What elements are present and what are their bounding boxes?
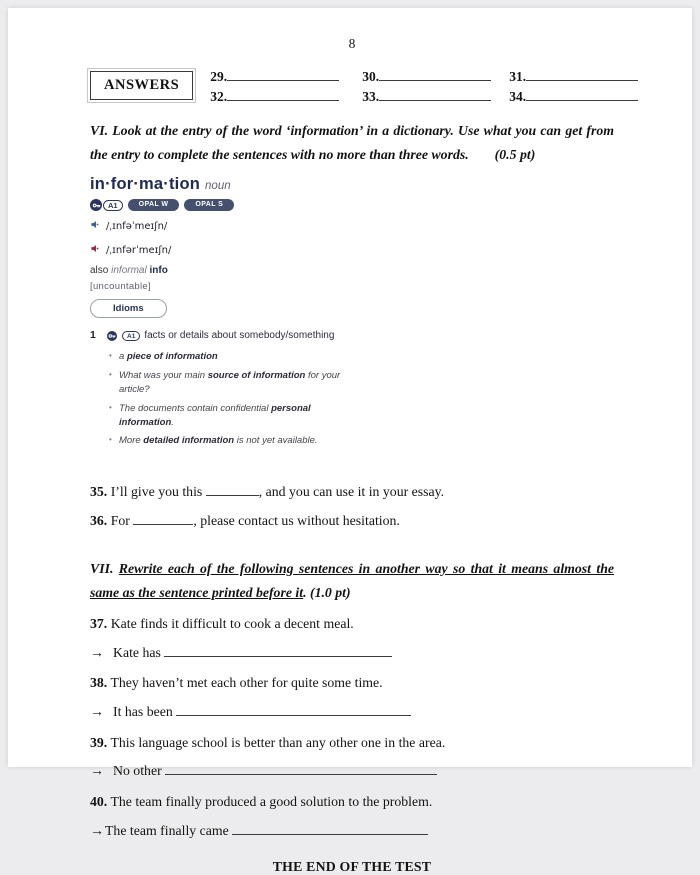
register-label: informal bbox=[111, 265, 147, 277]
idioms-button[interactable]: Idioms bbox=[90, 299, 167, 318]
example-text: The documents contain confidential bbox=[119, 402, 272, 414]
cefr-level-badge: A1 bbox=[122, 331, 140, 341]
page-content bbox=[8, 8, 692, 875]
answer-blank-32 bbox=[210, 88, 362, 105]
page-number: 8 bbox=[348, 36, 356, 51]
answer-number: 34. bbox=[509, 89, 527, 104]
answer-line bbox=[379, 68, 491, 81]
answer-number: 29. bbox=[210, 69, 228, 84]
question-text: For bbox=[107, 512, 134, 528]
question-number: 37. bbox=[90, 616, 108, 632]
section-vi-text: VI. Look at the entry of the word ‘information’ in a dictionary. Use what you can get from the entry to complete the sentences with no more than three words. bbox=[90, 123, 614, 162]
ipa-us: /ˌɪnfərˈmeɪʃn/ bbox=[106, 244, 172, 256]
rewrite-blank bbox=[165, 762, 437, 775]
example-item bbox=[107, 402, 352, 430]
section-vii-points: . (1.0 pt) bbox=[303, 584, 351, 600]
example-bold: detailed information bbox=[143, 435, 235, 447]
speaker-icon-red[interactable] bbox=[90, 241, 101, 259]
example-text: More bbox=[119, 435, 144, 447]
answer-blank-33 bbox=[362, 88, 509, 105]
answer-blank-29 bbox=[210, 68, 362, 85]
answer-line bbox=[227, 68, 339, 81]
answers-box-label: ANSWERS bbox=[90, 71, 193, 100]
question-number: 38. bbox=[90, 675, 108, 691]
question-text: , and you can use it in your essay. bbox=[258, 484, 445, 500]
rewrite-39 bbox=[90, 762, 614, 781]
answer-blank-34 bbox=[509, 88, 659, 105]
variant-word: info bbox=[149, 265, 168, 277]
example-bold: piece of information bbox=[126, 351, 218, 363]
rewrite-prompt: Kate has bbox=[113, 645, 165, 661]
question-number: 40. bbox=[90, 793, 108, 809]
section-vi-points: (0.5 pt) bbox=[494, 146, 536, 162]
dictionary-headword: in·for·ma·tion bbox=[90, 175, 201, 194]
example-text: . bbox=[171, 416, 174, 428]
answer-line bbox=[227, 88, 339, 101]
also-label: also bbox=[90, 265, 109, 277]
question-text: , please contact us without hesitation. bbox=[193, 512, 400, 528]
answer-blank-30 bbox=[362, 68, 509, 85]
oxford-key-level-badge bbox=[90, 199, 123, 211]
question-number: 36. bbox=[90, 512, 108, 528]
pronunciation-us bbox=[90, 241, 390, 259]
rewrite-blank bbox=[232, 822, 428, 835]
opal-s-badge: OPAL S bbox=[184, 199, 234, 211]
fill-in-blank bbox=[206, 483, 259, 496]
pronunciation-uk bbox=[90, 217, 390, 235]
document-page bbox=[8, 8, 692, 874]
arrow-icon: → bbox=[90, 705, 104, 721]
question-35 bbox=[90, 483, 614, 501]
rewrite-prompt: The team finally came bbox=[105, 822, 233, 838]
cefr-level-badge: A1 bbox=[103, 200, 123, 211]
fill-in-blank bbox=[133, 512, 193, 525]
question-36 bbox=[90, 512, 614, 530]
question-40 bbox=[90, 793, 614, 811]
example-text: is not yet available. bbox=[234, 435, 318, 447]
example-item bbox=[107, 434, 352, 448]
rewrite-38 bbox=[90, 703, 614, 722]
sense-1 bbox=[90, 329, 390, 453]
ipa-uk: /ˌɪnfəˈmeɪʃn/ bbox=[106, 220, 168, 232]
section-vii-heading bbox=[90, 557, 614, 604]
grammar-label: [uncountable] bbox=[90, 281, 151, 293]
example-text: What was your main bbox=[119, 370, 208, 382]
question-text: This language school is better than any other one in the area. bbox=[107, 734, 446, 750]
answers-section bbox=[90, 68, 614, 105]
rewrite-37 bbox=[90, 644, 614, 663]
answer-line bbox=[526, 68, 638, 81]
also-informal-line bbox=[90, 265, 390, 276]
question-number: 35. bbox=[90, 484, 108, 500]
end-of-test-label: THE END OF THE TEST bbox=[272, 858, 432, 874]
key-icon bbox=[107, 331, 117, 341]
opal-w-badge: OPAL W bbox=[128, 199, 180, 211]
question-text: I’ll give you this bbox=[107, 484, 206, 500]
answer-number: 30. bbox=[362, 69, 380, 84]
definition-text: facts or details about somebody/something bbox=[144, 330, 335, 342]
arrow-icon: → bbox=[90, 646, 104, 662]
question-39 bbox=[90, 734, 614, 752]
question-38 bbox=[90, 674, 614, 692]
answer-line bbox=[379, 88, 491, 101]
question-text: Kate finds it difficult to cook a decent meal. bbox=[107, 616, 354, 632]
dictionary-badges bbox=[90, 199, 390, 211]
section-vii-number: VII. bbox=[90, 560, 119, 576]
rewrite-prompt: It has been bbox=[113, 704, 177, 720]
section-vii-questions bbox=[90, 615, 614, 840]
sense-body bbox=[107, 329, 390, 453]
part-of-speech: noun bbox=[205, 180, 231, 193]
question-number: 39. bbox=[90, 734, 108, 750]
rewrite-blank bbox=[164, 644, 392, 657]
question-37 bbox=[90, 615, 614, 633]
rewrite-blank bbox=[176, 703, 411, 716]
answer-blank-31 bbox=[509, 68, 659, 85]
sense-number: 1 bbox=[90, 329, 96, 342]
section-vi-questions bbox=[90, 483, 614, 530]
question-text: They haven’t met each other for quite some time. bbox=[107, 675, 383, 691]
example-list bbox=[107, 350, 390, 448]
sense-definition-line bbox=[107, 329, 390, 343]
arrow-icon: → bbox=[90, 764, 104, 780]
example-bold: personal information bbox=[119, 402, 311, 428]
answer-number: 33. bbox=[362, 89, 380, 104]
example-item bbox=[107, 350, 352, 364]
section-vii-text: Rewrite each of the following sentences in another way so that it means almost the same as the sentence printed before it bbox=[90, 560, 614, 600]
key-icon bbox=[90, 199, 102, 211]
answer-number: 31. bbox=[509, 69, 527, 84]
speaker-icon-blue[interactable] bbox=[90, 217, 101, 235]
answer-number: 32. bbox=[210, 89, 228, 104]
section-vi-heading bbox=[90, 119, 614, 166]
answer-line bbox=[526, 88, 638, 101]
example-text: for your article? bbox=[119, 370, 341, 395]
answers-grid bbox=[210, 68, 659, 105]
dictionary-entry bbox=[90, 175, 390, 453]
question-text: The team finally produced a good solution to the problem. bbox=[107, 793, 433, 809]
rewrite-prompt: No other bbox=[113, 763, 166, 779]
arrow-icon: → bbox=[90, 823, 104, 839]
example-bold: source of information bbox=[207, 370, 306, 382]
example-text: a bbox=[119, 351, 127, 363]
rewrite-40 bbox=[90, 822, 614, 841]
dictionary-headline bbox=[90, 175, 390, 194]
example-item bbox=[107, 369, 352, 397]
